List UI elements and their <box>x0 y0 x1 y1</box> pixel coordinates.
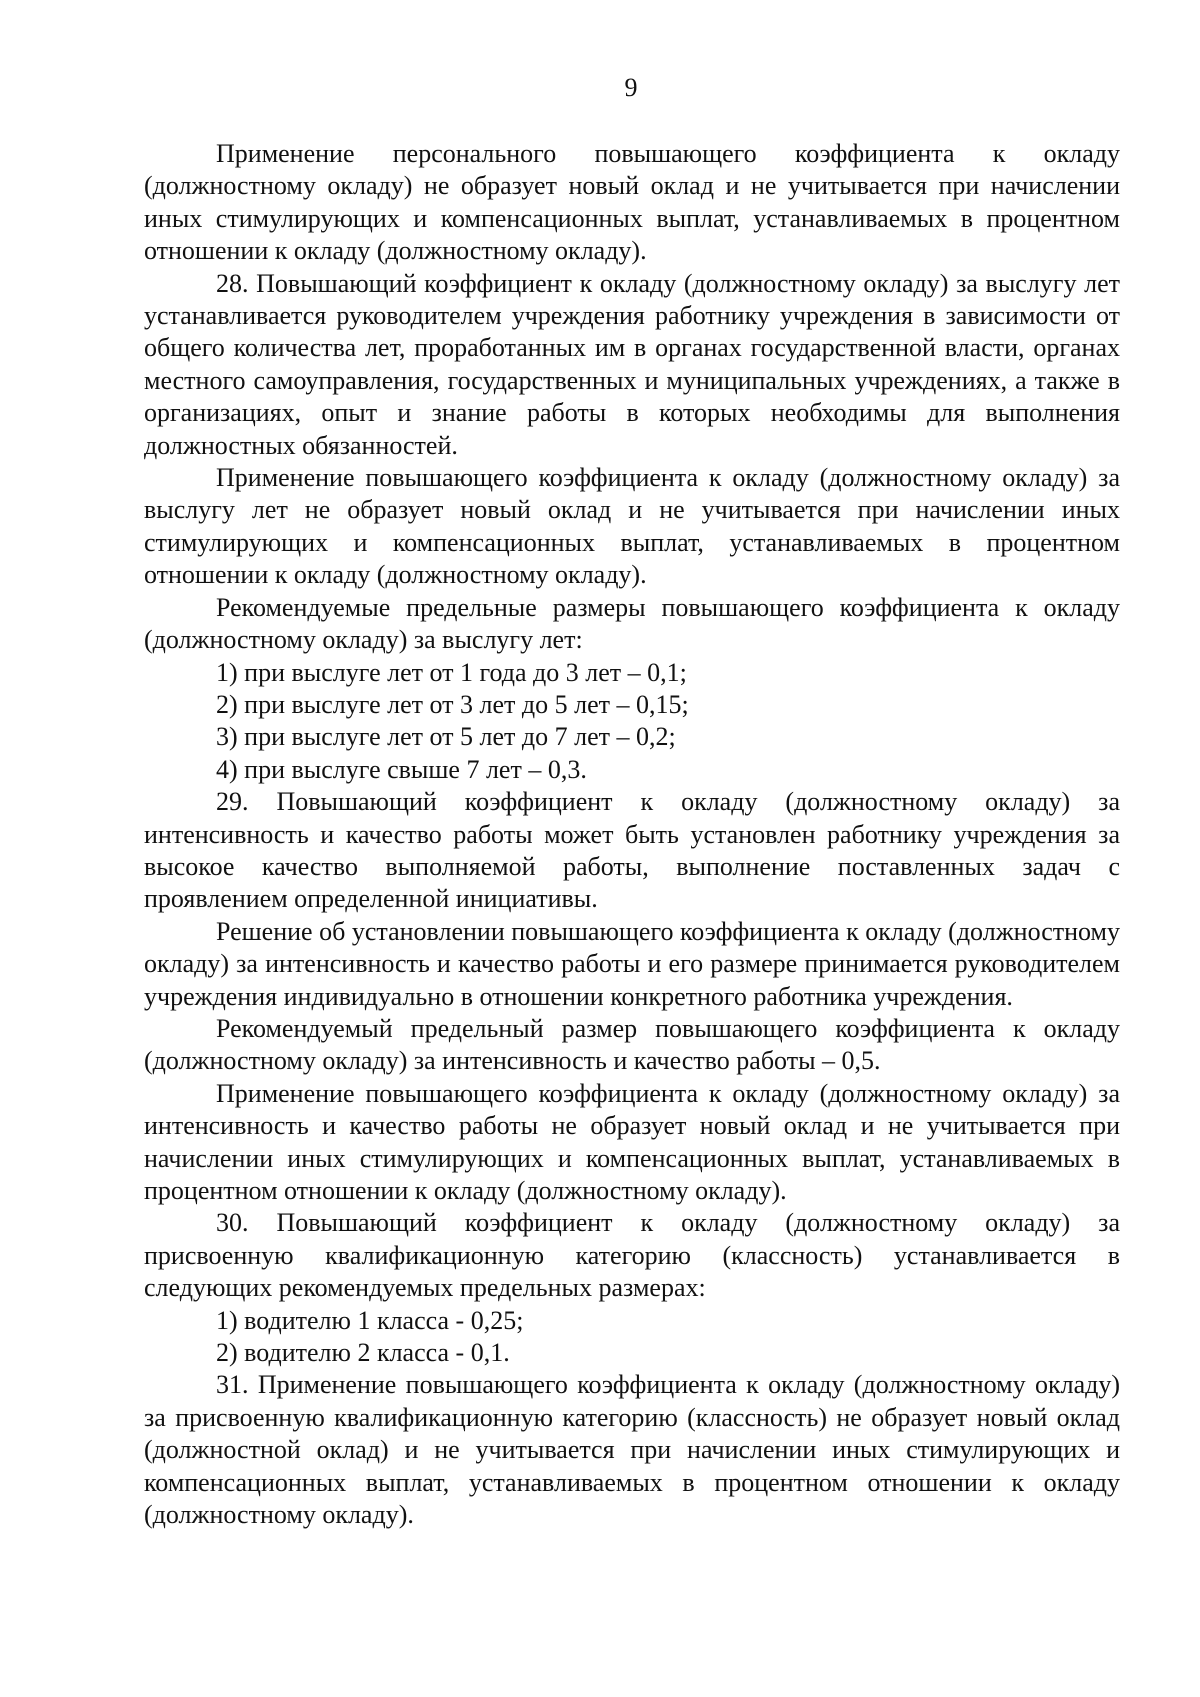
list-item-seniority-2: 2) при выслуге лет от 3 лет до 5 лет – 0,15; <box>216 689 689 719</box>
list-item-seniority-3: 3) при выслуге лет от 5 лет до 7 лет – 0,2; <box>216 722 676 752</box>
list-item-driver-class-1: 1) водителю 1 класса - 0,25; <box>216 1305 524 1335</box>
paragraph-seniority-recommended-sizes: Рекомендуемые предельные размеры повышающего коэффициента к окладу (должностному окладу) за выслугу лет: <box>144 592 1120 655</box>
page-number: 9 <box>624 73 638 102</box>
list-item-driver-class-2: 2) водителю 2 класса - 0,1. <box>216 1338 510 1368</box>
list-item-seniority-1: 1) при выслуге лет от 1 года до 3 лет – 0,1; <box>216 657 687 687</box>
paragraph-intensity-coefficient-application: Применение повышающего коэффициента к окладу (должностному окладу) за интенсивность и качество работы не образует новый оклад и не учитывается при начислении иных стимулирующих и компенсационных выплат, устанавливаемых в процентном отношении к окладу (должностному окладу). <box>144 1078 1120 1205</box>
paragraph-item-31: 31. Применение повышающего коэффициента к окладу (должностному окладу) за присвоенную квалификационную категорию (классность) не образует новый оклад (должностной оклад) и не учитывается при начислении иных стимулирующих и компенсационных выплат, устанавливаемых в процентном отношении к окладу (должностному окладу). <box>144 1370 1120 1530</box>
paragraph-item-28: 28. Повышающий коэффициент к окладу (должностному окладу) за выслугу лет устанавливается руководителем учреждения работнику учреждения в зависимости от общего количества лет, проработанных им в органах государственной власти, органах местного самоуправления, государственных и муниципальных учреждениях, а также в организациях, опыт и знание работы в которых необходимы для выполнения должностных обязанностей. <box>144 268 1120 460</box>
paragraph-item-29: 29. Повышающий коэффициент к окладу (должностному окладу) за интенсивность и качество работы может быть установлен работнику учреждения за высокое качество выполняемой работы, выполнение поставленных задач с проявлением определенной инициативы. <box>144 787 1120 914</box>
paragraph-intensity-recommended-size: Рекомендуемый предельный размер повышающего коэффициента к окладу (должностному окладу) за интенсивность и качество работы – 0,5. <box>144 1013 1120 1076</box>
paragraph-seniority-coefficient-application: Применение повышающего коэффициента к окладу (должностному окладу) за выслугу лет не образует новый оклад и не учитывается при начислении иных стимулирующих и компенсационных выплат, устанавливаемых в процентном отношении к окладу (должностному окладу). <box>144 463 1120 590</box>
list-item-seniority-4: 4) при выслуге свыше 7 лет – 0,3. <box>216 754 587 784</box>
paragraph-personal-coefficient-application: Применение персонального повышающего коэффициента к окладу (должностному окладу) не образует новый оклад и не учитывается при начислении иных стимулирующих и компенсационных выплат, устанавливаемых в процентном отношении к окладу (должностному окладу). <box>144 139 1120 266</box>
document-body <box>144 138 1120 1531</box>
paragraph-item-30: 30. Повышающий коэффициент к окладу (должностному окладу) за присвоенную квалификационную категорию (классность) устанавливается в следующих рекомендуемых предельных размерах: <box>144 1208 1120 1303</box>
paragraph-intensity-decision: Решение об установлении повышающего коэффициента к окладу (должностному окладу) за интенсивность и качество работы и его размере принимается руководителем учреждения индивидуально в отношении конкретного работника учреждения. <box>144 916 1120 1011</box>
